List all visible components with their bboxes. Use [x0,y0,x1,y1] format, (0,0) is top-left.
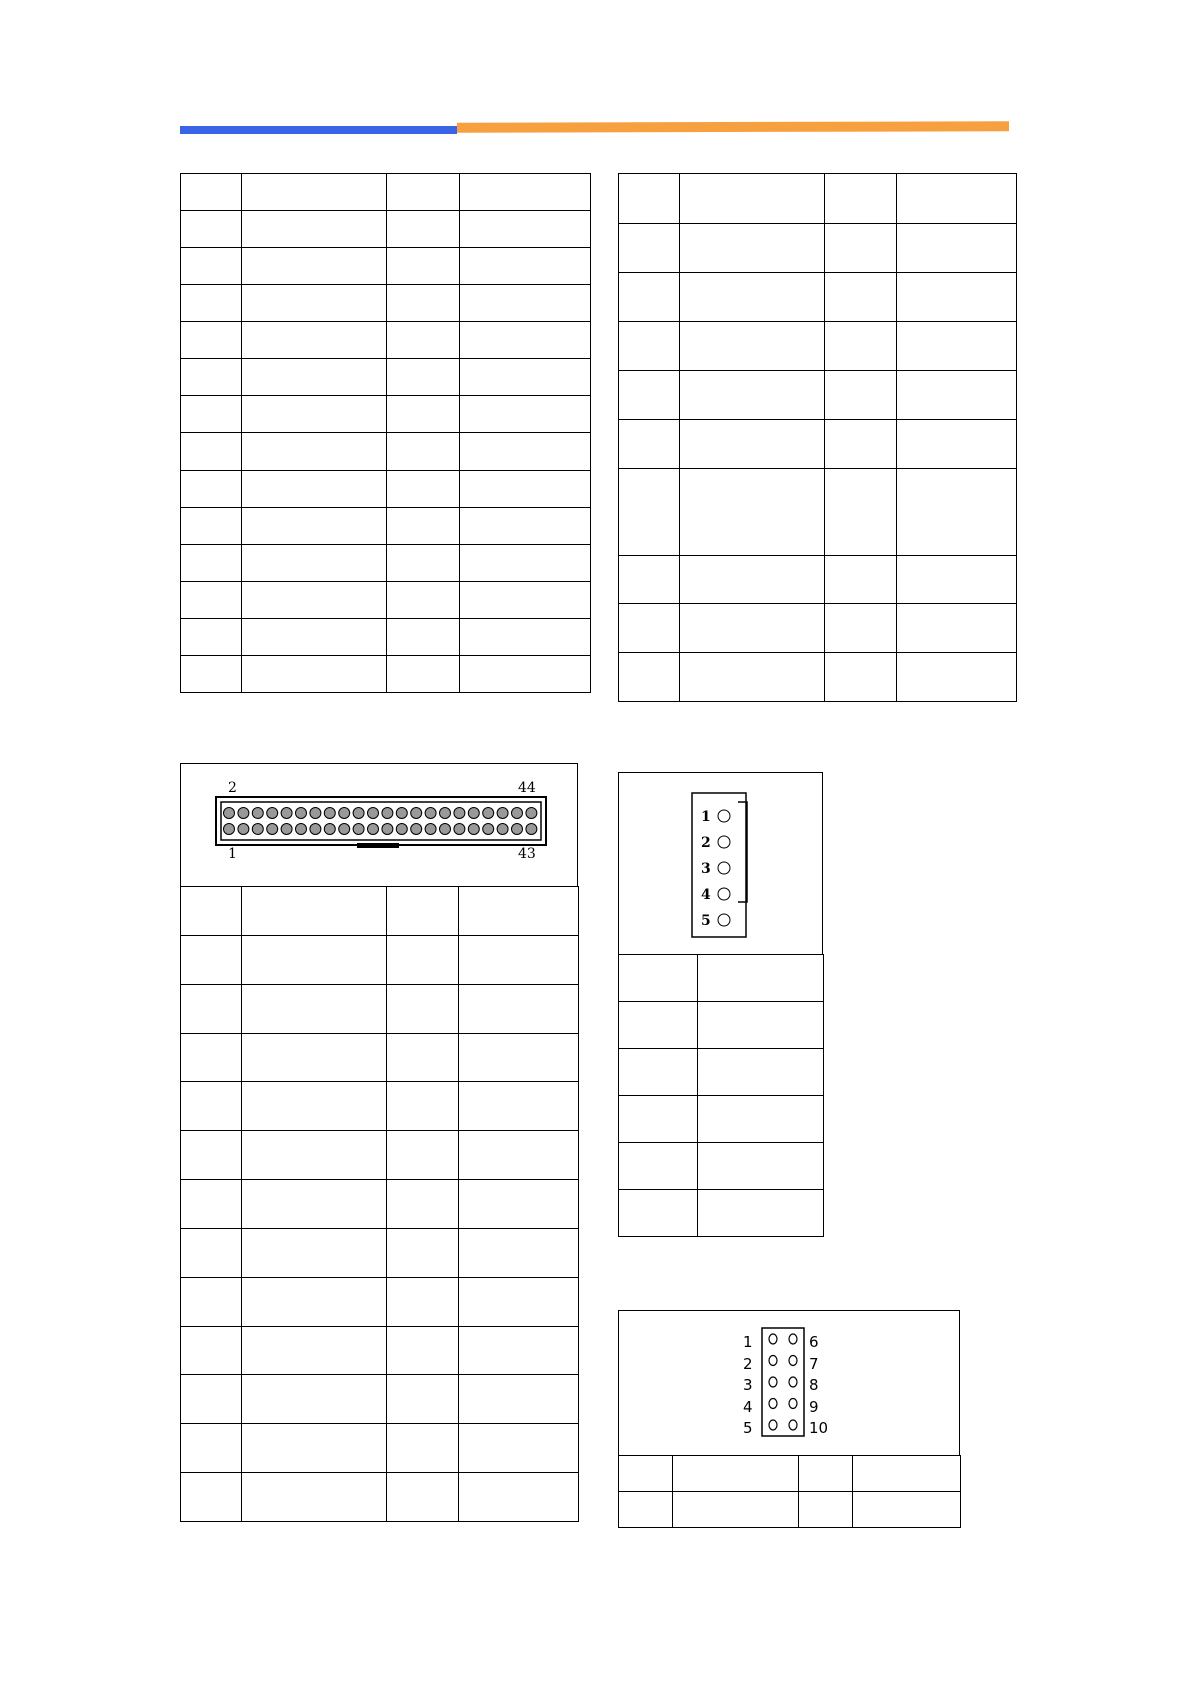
table-cell [181,285,242,322]
table-row [181,1277,579,1326]
pin-icon [769,1377,777,1387]
pin-table-ide [180,886,579,1522]
table-row [619,604,1017,653]
five-pin-connector-panel [618,772,823,955]
table-cell [181,1375,242,1424]
table-row [181,433,591,470]
pin-number-label: 5 [701,913,711,929]
table-cell [242,1180,387,1229]
table-cell [242,1131,387,1180]
table-cell [181,396,242,433]
pin-icon [769,1420,777,1430]
table-cell [387,507,460,544]
pin-icon [440,808,451,819]
pin-icon [789,1420,797,1430]
table-row [619,653,1017,702]
table-cell [460,470,591,507]
pin-icon [296,824,307,835]
table-cell [181,1277,242,1326]
table-row [619,1143,824,1190]
table-cell [387,1375,459,1424]
ten-pin-connector-icon [761,1327,805,1439]
pin-icon [483,824,494,835]
table-cell [853,1492,961,1528]
table-cell [459,1424,579,1473]
table-cell [673,1492,799,1528]
table-row [181,544,591,581]
table-row [619,1096,824,1143]
ide-connector-icon [215,796,547,848]
table-row [619,322,1017,371]
table-row [181,935,579,984]
table-cell [698,1190,824,1237]
table-cell [387,984,459,1033]
pin-icon [440,824,451,835]
table-cell [181,1473,242,1522]
pin-table-top-left [180,173,591,693]
table-cell [242,1277,387,1326]
table-row [619,174,1017,224]
table-cell [459,1180,579,1229]
table-cell [181,581,242,618]
table-row [181,359,591,396]
table-cell [619,1492,673,1528]
table-cell [387,248,460,285]
table-cell [181,544,242,581]
table-cell [181,359,242,396]
table-row [181,1473,579,1522]
table-cell [242,174,387,211]
pin-number-label: 2 [701,835,711,851]
table-cell [387,174,460,211]
pin-icon [224,824,235,835]
table-cell [242,1375,387,1424]
table-cell [387,618,460,655]
table-row [619,556,1017,604]
table-cell [460,655,591,692]
pin-icon [512,808,523,819]
table-cell [181,618,242,655]
header-bar-orange [457,121,1009,132]
table-cell [181,1131,242,1180]
table-cell [460,285,591,322]
table-cell [242,211,387,248]
table-cell [242,1424,387,1473]
pin-icon [789,1334,797,1344]
pin-label-1: 1 [228,846,237,862]
table-row [619,1049,824,1096]
table-cell [799,1492,853,1528]
table-cell [459,1326,579,1375]
pin-icon [411,808,422,819]
table-cell [387,1180,459,1229]
table-cell [242,470,387,507]
pin-icon [425,808,436,819]
table-cell [387,887,459,936]
pin-icon [497,808,508,819]
table-row [181,470,591,507]
table-cell [619,1002,698,1049]
pin-icon [339,808,350,819]
pin-icon [789,1377,797,1387]
pin-icon [382,824,393,835]
table-cell [698,1096,824,1143]
pin-icon [396,824,407,835]
table-cell [242,935,387,984]
table-row [181,1033,579,1082]
table-row [619,1190,824,1237]
pin-icon [497,824,508,835]
header-bar-blue [180,126,457,134]
pin-table-five-pin [618,954,824,1237]
table-row [181,1228,579,1277]
table-cell [387,359,460,396]
pin-icon [396,808,407,819]
table-cell [181,470,242,507]
pin-icon [769,1399,777,1409]
pin-icon [353,808,364,819]
table-cell [459,984,579,1033]
table-cell [242,887,387,936]
pin-number-label: 4 [743,1397,753,1416]
table-cell [387,1326,459,1375]
pin-icon [454,824,465,835]
pin-icon [718,888,730,900]
table-cell [242,285,387,322]
pin-number-label: 5 [743,1419,753,1437]
table-row [619,273,1017,322]
table-cell [242,1326,387,1375]
table-row [619,955,824,1002]
pin-number-label: 1 [701,809,711,825]
table-cell [698,955,824,1002]
table-cell [460,581,591,618]
pin-icon [252,808,263,819]
table-cell [459,1228,579,1277]
pin-icon [310,808,321,819]
table-cell [387,581,460,618]
pin-icon [281,808,292,819]
pin-icon [789,1356,797,1366]
table-cell [619,1096,698,1143]
table-cell [181,174,242,211]
pin-number-label: 8 [809,1376,819,1394]
table-row [619,371,1017,420]
table-cell [181,935,242,984]
table-row [181,1082,579,1131]
pin-icon [267,824,278,835]
table-cell [460,322,591,359]
pin-icon [238,824,249,835]
pin-icon [281,824,292,835]
pin-table-ten-pin [618,1455,961,1528]
pin-icon [512,824,523,835]
pin-number-label: 3 [743,1376,753,1394]
table-row [181,1375,579,1424]
table-cell [387,1033,459,1082]
pin-label-43: 43 [518,846,536,862]
table-cell [181,1082,242,1131]
table-cell [387,322,460,359]
table-cell [459,935,579,984]
pin-icon [252,824,263,835]
table-row [619,1492,961,1528]
pin-icon [769,1356,777,1366]
pin-icon [238,808,249,819]
table-cell [460,174,591,211]
table-row [619,1002,824,1049]
ide-connector-panel [180,763,578,887]
table-cell [181,1033,242,1082]
table-row [619,420,1017,469]
table-cell [459,1033,579,1082]
pin-icon [224,808,235,819]
pin-number-label: 7 [809,1354,819,1373]
table-cell [387,1082,459,1131]
table-cell [242,322,387,359]
table-cell [387,1228,459,1277]
table-cell [181,655,242,692]
pin-icon [769,1334,777,1344]
pin-icon [310,824,321,835]
table-cell [619,1049,698,1096]
table-row [181,1131,579,1180]
pin-icon [339,824,350,835]
table-cell [387,935,459,984]
table-cell [181,887,242,936]
table-cell [242,1473,387,1522]
table-row [181,285,591,322]
table-cell [242,1033,387,1082]
table-cell [242,1228,387,1277]
table-cell [181,984,242,1033]
ten-pin-connector-panel [618,1310,960,1456]
table-cell [799,1456,853,1492]
pin-icon [526,824,537,835]
pin-icon [368,808,379,819]
table-cell [242,396,387,433]
table-cell [619,1143,698,1190]
pin-number-label: 10 [809,1419,829,1437]
table-cell [460,507,591,544]
table-row [181,174,591,211]
table-cell [619,1190,698,1237]
pin-icon [718,810,730,822]
table-cell [460,544,591,581]
table-cell [181,322,242,359]
table-cell [698,1049,824,1096]
table-row [181,1424,579,1473]
pin-number-label: 1 [743,1333,753,1351]
table-cell [181,248,242,285]
pin-icon [296,808,307,819]
table-cell [673,1456,799,1492]
table-cell [387,285,460,322]
table-cell [619,955,698,1002]
pin-icon [324,808,335,819]
table-cell [181,433,242,470]
table-cell [459,1375,579,1424]
table-cell [242,359,387,396]
table-row [181,581,591,618]
table-cell [459,1082,579,1131]
table-cell [460,618,591,655]
table-cell [181,507,242,544]
table-cell [242,581,387,618]
table-row [181,248,591,285]
table-cell [459,1131,579,1180]
pin-icon [353,824,364,835]
table-cell [242,984,387,1033]
pin-icon [425,824,436,835]
pin-number-label: 6 [809,1333,819,1351]
table-cell [181,1228,242,1277]
table-cell [387,1473,459,1522]
table-row [181,1180,579,1229]
table-cell [242,655,387,692]
table-cell [853,1456,961,1492]
table-row [181,984,579,1033]
table-cell [698,1002,824,1049]
table-cell [387,1424,459,1473]
table-row [181,211,591,248]
table-row [181,618,591,655]
pin-icon [468,808,479,819]
pin-label-44: 44 [518,780,536,796]
pin-icon [789,1399,797,1409]
pin-number-label: 4 [701,887,711,903]
table-cell [181,1326,242,1375]
pin-icon [411,824,422,835]
table-cell [242,248,387,285]
table-cell [242,1082,387,1131]
table-cell [698,1143,824,1190]
five-pin-connector-icon [691,792,751,938]
table-cell [459,1473,579,1522]
table-cell [242,507,387,544]
table-cell [459,1277,579,1326]
table-cell [619,1456,673,1492]
table-row [181,507,591,544]
table-cell [387,1131,459,1180]
pin-icon [324,824,335,835]
pin-number-label: 3 [701,861,711,877]
table-cell [387,470,460,507]
table-row [181,1326,579,1375]
table-cell [387,433,460,470]
pin-number-label: 9 [809,1397,819,1416]
table-cell [387,211,460,248]
pin-icon [718,836,730,848]
pin-icon [368,824,379,835]
table-cell [460,248,591,285]
pin-number-label: 2 [743,1354,753,1373]
table-cell [387,396,460,433]
pin-label-2: 2 [228,780,237,796]
table-cell [242,618,387,655]
pin-icon [468,824,479,835]
table-cell [387,655,460,692]
table-cell [242,433,387,470]
table-cell [460,433,591,470]
pin-icon [483,808,494,819]
table-row [181,396,591,433]
table-cell [460,211,591,248]
pin-icon [382,808,393,819]
pin-icon [718,862,730,874]
table-row [619,469,1017,556]
table-row [181,322,591,359]
table-cell [387,1277,459,1326]
pin-icon [718,914,730,926]
table-row [619,224,1017,273]
table-cell [181,211,242,248]
table-row [181,887,579,936]
table-cell [181,1424,242,1473]
pin-icon [267,808,278,819]
pin-icon [526,808,537,819]
table-cell [460,396,591,433]
table-cell [387,544,460,581]
table-cell [242,544,387,581]
pin-table-top-right [618,173,1017,702]
table-cell [459,887,579,936]
pin-icon [454,808,465,819]
table-row [619,1456,961,1492]
table-cell [181,1180,242,1229]
table-row [181,655,591,692]
table-cell [460,359,591,396]
